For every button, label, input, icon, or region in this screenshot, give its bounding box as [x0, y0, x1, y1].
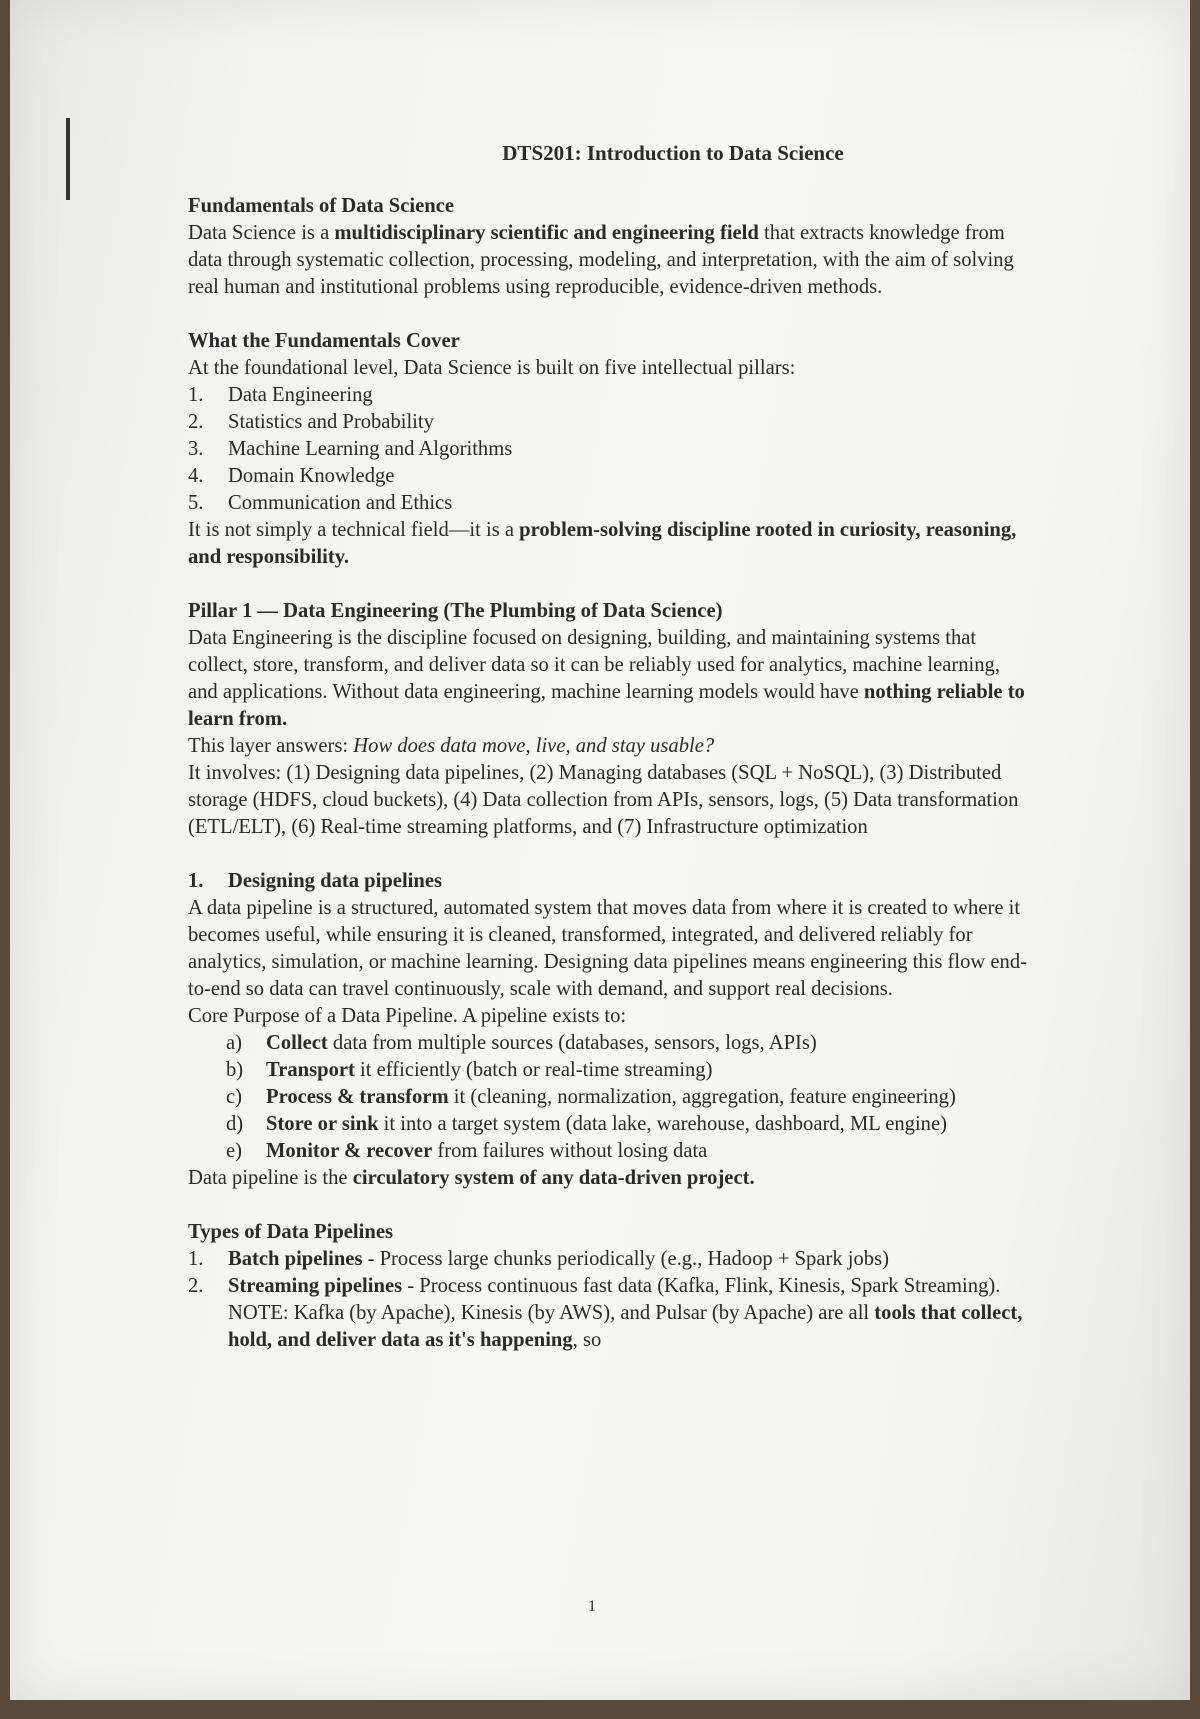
list-item: 2. Streaming pipelines - Process continuous fast data (Kafka, Flink, Kinesis, Spark Streaming). NOTE: Kafka (by Apache), Kinesis (by AWS), and Pulsar (by Apache) are all tools that collect, hold, and deliver data as it's happening, so	[188, 1275, 1023, 1351]
pillar1-question: This layer answers: How does data move, live, and stay usable?	[188, 735, 715, 757]
margin-mark	[66, 118, 70, 200]
text-run: Data Science is a	[188, 222, 335, 244]
fundamentals-paragraph	[188, 220, 1028, 301]
types-list	[188, 1246, 1028, 1354]
pillar1-involves: It involves: (1) Designing data pipelines, (2) Managing databases (SQL + NoSQL), (3) Distributed storage (HDFS, cloud buckets), (4) Data collection from APIs, sensors, logs, (5) Data transformation (ETL/ELT), (6) Real-time streaming platforms, and (7) Infrastructure optimization	[188, 762, 1019, 838]
cover-closing: It is not simply a technical field—it is a problem-solving discipline rooted in curiosity, reasoning, and responsibility.	[188, 519, 1017, 568]
paper-page	[10, 0, 1190, 1700]
section-heading-pillar1: Pillar 1 — Data Engineering (The Plumbing of Data Science)	[188, 600, 723, 622]
list-item: c) Process & transform it (cleaning, normalization, aggregation, feature engineering)	[226, 1086, 956, 1108]
list-item: 4. Domain Knowledge	[188, 465, 395, 487]
section-heading-types: Types of Data Pipelines	[188, 1221, 393, 1243]
document-title: DTS201: Introduction to Data Science	[502, 141, 844, 165]
section-heading-cover: What the Fundamentals Cover	[188, 330, 460, 352]
pipelines-paragraph: A data pipeline is a structured, automated system that moves data from where it is created to where it becomes useful, while ensuring it is cleaned, transformed, integrated, and delivered reliably for analytics, simulation, or machine learning. Designing data pipelines means engineering this flow end-to-end so data can travel continuously, scale with demand, and support real decisions.	[188, 897, 1027, 1000]
list-item: d) Store or sink it into a target system (data lake, warehouse, dashboard, ML engine)	[226, 1113, 947, 1135]
pillars-list	[188, 382, 1028, 517]
list-item: 1. Data Engineering	[188, 384, 373, 406]
document-body	[188, 140, 1028, 1354]
purpose-list	[188, 1030, 1028, 1165]
section-heading-fundamentals: Fundamentals of Data Science	[188, 195, 454, 217]
list-item: e) Monitor & recover from failures without losing data	[226, 1140, 708, 1162]
section-heading-pipelines: 1. Designing data pipelines	[188, 870, 442, 892]
list-item: 5. Communication and Ethics	[188, 492, 453, 514]
list-item: 2. Statistics and Probability	[188, 411, 434, 433]
page-number: 1	[588, 1598, 596, 1615]
text-run: that extracts knowledge from data through systematic collection, processing, modeling, and interpretation, with the aim of solving real human and institutional problems using reproducible, evidence-driven methods.	[188, 222, 1014, 298]
pipelines-closing: Data pipeline is the circulatory system of any data-driven project.	[188, 1167, 755, 1189]
bold-run: multidisciplinary scientific and engineering field	[334, 222, 759, 244]
list-item: 3. Machine Learning and Algorithms	[188, 438, 513, 460]
pipelines-purpose: Core Purpose of a Data Pipeline. A pipeline exists to:	[188, 1005, 627, 1027]
list-item: a) Collect data from multiple sources (databases, sensors, logs, APIs)	[226, 1032, 817, 1054]
list-item: b) Transport it efficiently (batch or real-time streaming)	[226, 1059, 713, 1081]
list-item: 1. Batch pipelines - Process large chunks periodically (e.g., Hadoop + Spark jobs)	[188, 1248, 889, 1270]
cover-intro: At the foundational level, Data Science is built on five intellectual pillars:	[188, 357, 796, 379]
pillar1-paragraph: Data Engineering is the discipline focused on designing, building, and maintaining systems that collect, store, transform, and deliver data so it can be reliably used for analytics, machine learning, and applications. Without data engineering, machine learning models would have nothing reliable to learn from.	[188, 627, 1025, 730]
